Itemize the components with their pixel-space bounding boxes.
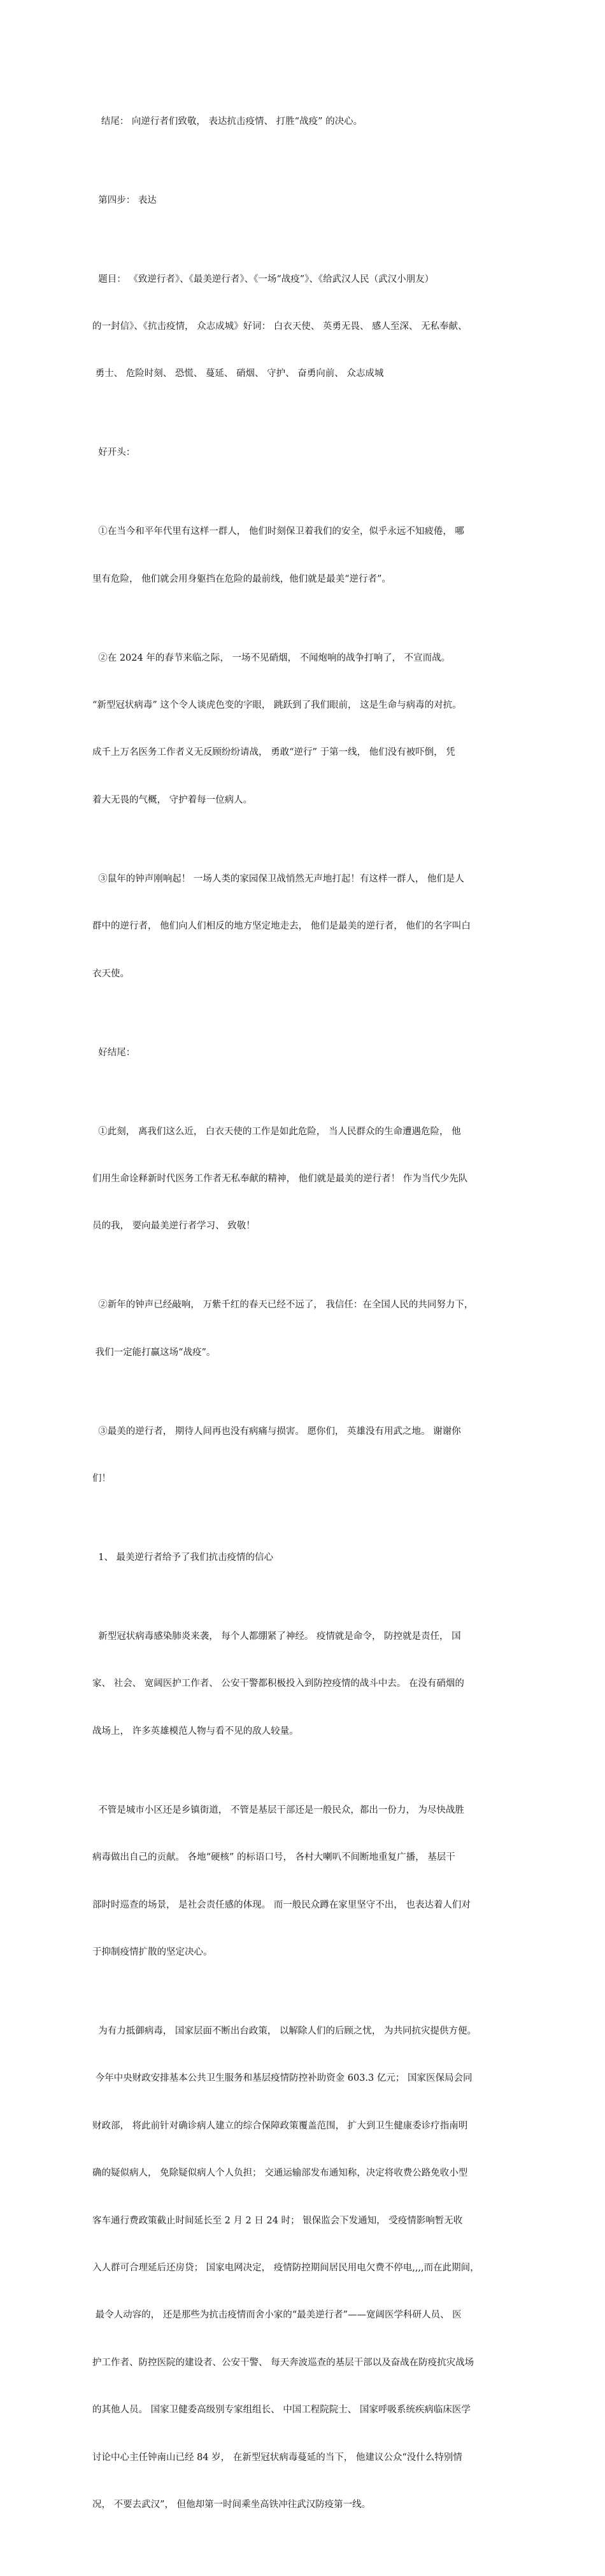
paragraph-opening-2: [92, 619, 525, 840]
text-line: 衣天使。: [92, 968, 129, 979]
text-line: 们用生命诠释新时代医务工作者无私奉献的精神， 他们就是最美的逆行者！ 作为当代少先队: [92, 1173, 468, 1184]
text-line: 况， 不要去武汉”， 但他却第一时间乘坐高铁冲往武汉防疫第一线。: [92, 2499, 371, 2510]
paragraph-body-1: [92, 1598, 525, 1771]
text-line: ①此刻， 离我们这么近， 白衣天使的工作是如此危险， 当人民群众的生命遭遇危险， 他: [92, 1126, 461, 1137]
text-line: 入人群可合理延后还房贷； 国家电网决定， 疫情防控期间居民用电欠费不停电,,,,而在此期间，: [92, 2262, 480, 2273]
text-line: 群中的逆行者， 他们向人们相反的地方坚定地走去， 他们是最美的逆行者， 他们的名字叫白: [92, 921, 471, 932]
text-line: 客车通行费政策截止时间延长至 2 月 2 日 24 时； 银保监会下发通知， 受疫情影响暂无收: [92, 2215, 463, 2226]
text-line: ③最美的逆行者， 期待人间再也没有病痛与损害。 愿你们， 英雄没有用武之地。 谢谢你: [92, 1426, 461, 1437]
text-line: 好结尾：: [92, 1047, 136, 1058]
paragraph-step-four: [92, 161, 525, 240]
text-line: 成千上万名医务工作者义无反顾纷纷请战， 勇敢“逆行” 于第一线， 他们没有被吓倒， 凭: [92, 747, 455, 758]
heading-good-ending: [92, 1013, 525, 1092]
paragraph-ending-3: [92, 1392, 525, 1518]
text-line: 的一封信》、《抗击疫情， 众志成城》好词： 白衣天使、 英勇无畏、 感人至深、 无私奉献、: [92, 321, 467, 332]
text-line: 第四步： 表达: [92, 195, 157, 206]
heading-good-opening: [92, 414, 525, 493]
text-line: 护工作者、防控医院的建设者、公安干警、 每天奔波巡查的基层干部以及奋战在防疫抗灾战场: [92, 2357, 474, 2368]
text-line: 病毒做出自己的贡献。 各地“硬核” 的标语口号， 各村大喇叭不间断地重复广播， 基层干: [92, 1852, 455, 1863]
paragraph-opening-3: [92, 840, 525, 1013]
text-line: 题目： 《致逆行者》、《最美逆行者》、《一场“战疫”》、《给武汉人民（武汉小朋友）: [92, 274, 434, 285]
text-line: 不管是城市小区还是乡镇街道， 不管是基层干部还是一般民众，都出一份力， 为尽快战胜: [92, 1805, 464, 1815]
text-line: ③鼠年的钟声刚响起！ 一场人类的家园保卫战悄然无声地打起！有这样一群人， 他们是人: [92, 873, 464, 884]
paragraph-body-2: [92, 1771, 525, 1992]
text-line: 员的我， 要向最美逆行者学习、 致敬！: [92, 1221, 255, 1232]
text-line: 于抑制疫情扩散的坚定决心。: [92, 1947, 213, 1958]
paragraph-opening-1: [92, 493, 525, 619]
text-line: 部时时巡查的场景， 是社会责任感的体现。 而一般民众蹲在家里坚守不出， 也表达着人们对: [92, 1899, 471, 1910]
text-line: 讨论中心主任钟南山已经 84 岁， 在新型冠状病毒蔓延的当下， 他建议公众“没什么特别情: [92, 2452, 462, 2463]
text-line: 1、 最美逆行者给予了我们抗击疫情的信心: [92, 1552, 274, 1563]
text-line: 我们一定能打赢这场“战疫”。: [92, 1347, 216, 1358]
text-line: ②新年的钟声已经敲响， 万紫千红的春天已经不远了， 我信任：在全国人民的共同努力下，: [92, 1300, 474, 1311]
text-line: 为有力抵御病毒， 国家层面不断出台政策， 以解除人们的后顾之忧， 为共同抗灾提供方便。: [92, 2026, 477, 2037]
text-line: 确的疑似病人， 免除疑似病人个人负担； 交通运输部发布通知称，决定将收费公路免收小型: [92, 2168, 468, 2179]
text-line: 里有危险， 他们就会用身躯挡在危险的最前线，他们就是最美“逆行者”。: [92, 574, 391, 584]
section-heading-1: [92, 1519, 525, 1598]
text-line: 战场上， 许多英雄模范人物与看不见的敌人较量。: [92, 1726, 299, 1736]
document-body: [92, 82, 525, 2576]
text-line: ②在 2024 年的春节来临之际， 一场不见硝烟， 不闻炮响的战争打响了， 不宣而战。: [92, 652, 451, 663]
text-line: 今年中央财政安排基本公共卫生服务和基层疫情防控补助资金 603.3 亿元； 国家医保局会同: [92, 2073, 473, 2084]
text-line: ①在当今和平年代里有这样一群人， 他们时刻保卫着我们的安全，似乎永远不知疲倦， 哪: [92, 526, 464, 537]
text-line: 的其他人员。 国家卫健委高级别专家组组长、 中国工程院院士、 国家呼吸系统疾病临床医学: [92, 2405, 471, 2416]
text-line: 最令人动容的， 还是那些为抗击疫情而舍小家的“最美逆行者”——宽阔医学科研人员、 医: [92, 2310, 462, 2321]
paragraph-ending-summary: [92, 82, 525, 161]
paragraph-ending-1: [92, 1092, 525, 1266]
text-line: 着大无畏的气概， 守护着每一位病人。: [92, 794, 253, 805]
text-line: 好开头：: [92, 447, 136, 458]
paragraph-titles-and-words: [92, 240, 525, 414]
text-line: 们！: [92, 1474, 111, 1484]
text-line: 财政部， 将此前针对确诊病人建立的综合保障政策覆盖范围， 扩大到卫生健康委诊疗指南明: [92, 2120, 468, 2131]
paragraph-ending-2: [92, 1266, 525, 1392]
text-line: “新型冠状病毒” 这个令人谈虎色变的字眼， 跳跃到了我们眼前， 这是生命与病毒的对抗。: [92, 700, 462, 711]
text-line: 新型冠状病毒感染肺炎来袭， 每个人都绷紧了神经。 疫情就是命令， 防控就是责任， 国: [92, 1631, 461, 1642]
text-line: 勇士、 危险时刻、 恐慌、 蔓延、 硝烟、 守护、 奋勇向前、 众志成城: [92, 369, 384, 379]
paragraph-body-3: [92, 1992, 525, 2575]
text-line: 家、 社会、 宽阔医护工作者、 公安干警都积极投入到防控疫情的战斗中去。 在没有硝烟的: [92, 1679, 464, 1689]
text-line: 结尾： 向逆行者们致敬， 表达抗击疫情、 打胜“战疫” 的决心。: [92, 116, 363, 127]
